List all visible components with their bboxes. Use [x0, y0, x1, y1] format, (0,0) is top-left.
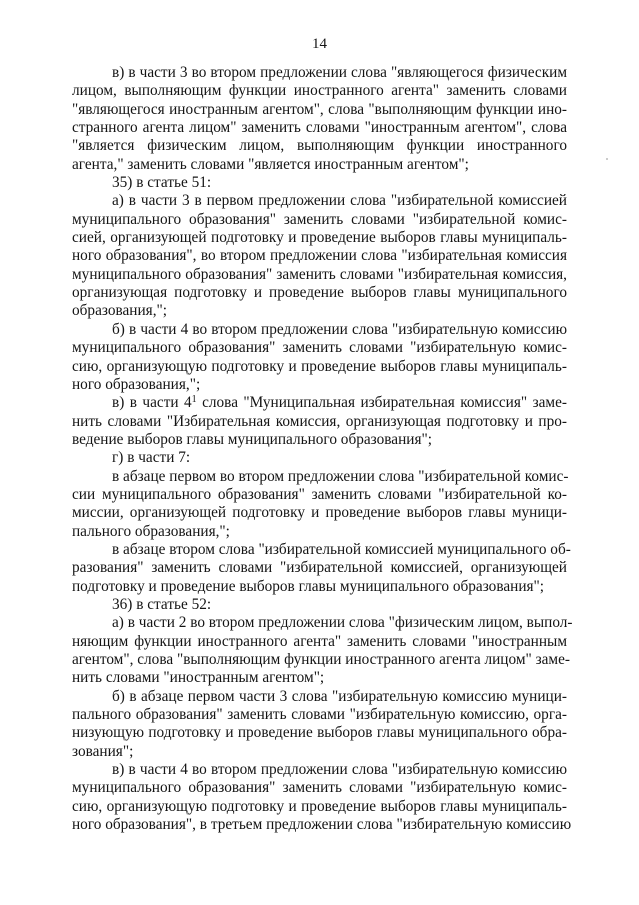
text-line: организующая подготовку и проведение выборов главы муниципального — [72, 284, 567, 302]
text-line: ного образования,"; — [72, 375, 201, 393]
text-line: 35) в статье 51: — [112, 174, 212, 192]
text-line: б) в части 4 во втором предложении слова "избирательную комиссию — [112, 320, 567, 338]
text-line: няющим функции иностранного агента" заменить словами "иностранным — [72, 632, 567, 650]
text-line: муниципального образования" заменить словами "избирательную комис- — [72, 779, 567, 797]
text-line: в абзаце первом во втором предложении слова "избирательной комис- — [112, 467, 569, 485]
text-line: сии муниципального образования" заменить словами "избирательной ко- — [72, 485, 567, 503]
text-line: муниципального образования" заменить словами "избирательную комис- — [72, 339, 567, 357]
text-line: низующую подготовку и проведение выборов главы муниципального обра- — [72, 724, 567, 742]
text-line: а) в части 2 во втором предложении слова "физическим лицом, выпол- — [112, 614, 573, 632]
paragraph — [72, 688, 567, 761]
text-line: 36) в статье 52: — [112, 595, 212, 613]
text-line: муниципального образования" заменить словами "избирательной комис- — [72, 210, 567, 228]
text-line: миссии, организующей подготовку и проведение выборов главы муници- — [72, 504, 567, 522]
text-line: ного образования", в третьем предложении слова "избирательную комиссию — [72, 816, 572, 834]
text-line: "являющегося иностранным агентом", слова "выполняющим функции ино- — [72, 100, 567, 118]
text-line: разования" заменить словами "избирательной комиссией, организующей — [72, 559, 567, 577]
text-line: лицом, выполняющим функции иностранного агента" заменить словами — [72, 82, 567, 100]
paragraph — [72, 468, 567, 541]
text-line: агента," заменить словами "является иностранным агентом"; — [72, 155, 469, 173]
scan-speck — [606, 158, 608, 160]
paragraph — [72, 614, 573, 687]
text-line: зования"; — [72, 742, 134, 760]
text-line: ного образования", во втором предложении слова "избирательная комиссия — [72, 247, 567, 265]
text-line: ведение выборов главы муниципального образования"; — [72, 430, 432, 448]
text-segment: слова "Муниципальная избирательная комиссия" — [196, 394, 533, 412]
text-line: пального образования" заменить словами "избирательную комиссию, орга- — [72, 706, 567, 724]
text-line: нить словами "иностранным агентом"; — [72, 669, 325, 687]
text-line: в абзаце втором слова "избирательной комиссией муниципального об- — [112, 540, 571, 558]
text-line: а) в части 3 в первом предложении слова "избирательной комиссией — [112, 192, 567, 210]
paragraph — [72, 321, 567, 394]
text-line: подготовку и проведение выборов главы муниципального образования"; — [72, 577, 545, 595]
paragraph — [72, 761, 572, 834]
text-segment: в) в части 4 — [112, 394, 192, 412]
text-line: г) в части 7: — [112, 449, 191, 467]
text-line: в) в части 3 во втором предложении слова "являющегося физическим — [112, 64, 567, 81]
text-line: пального образования,"; — [72, 522, 230, 540]
text-line: "является физическим лицом, выполняющим функции иностранного — [72, 137, 567, 155]
text-line: сию, организующую подготовку и проведение выборов главы муниципаль- — [72, 797, 567, 815]
paragraph — [72, 64, 567, 174]
document-body — [72, 64, 573, 834]
text-line: агентом", слова "выполняющим функции иностранного агента лицом" заме- — [72, 651, 570, 668]
text-line: сией, организующей подготовку и проведение выборов главы муниципаль- — [72, 229, 567, 247]
paragraph — [72, 394, 567, 449]
text-line: странного агента лицом" заменить словами "иностранным агентом", слова — [72, 119, 567, 137]
text-line: в) в части 4 во втором предложении слова "избирательную комиссию — [112, 761, 567, 779]
superscript: 1 — [191, 394, 197, 406]
text-line: нить словами "Избирательная комиссия, организующая подготовку и про- — [72, 412, 567, 430]
text-line: б) в абзаце первом части 3 слова "избирательную комиссию муници- — [112, 687, 567, 705]
paragraph — [72, 596, 567, 614]
paragraph — [72, 192, 567, 320]
paragraph — [72, 449, 567, 467]
page-number: 14 — [312, 36, 327, 52]
text-line: сию, организующую подготовку и проведение выборов главы муниципаль- — [72, 357, 567, 375]
text-segment: заме- — [532, 394, 567, 412]
paragraph — [72, 174, 567, 192]
paragraph — [72, 540, 571, 596]
text-line: образования,"; — [72, 302, 168, 320]
text-line: муниципального образования" заменить словами "избирательная комиссия, — [72, 265, 567, 283]
text-line — [72, 394, 567, 412]
